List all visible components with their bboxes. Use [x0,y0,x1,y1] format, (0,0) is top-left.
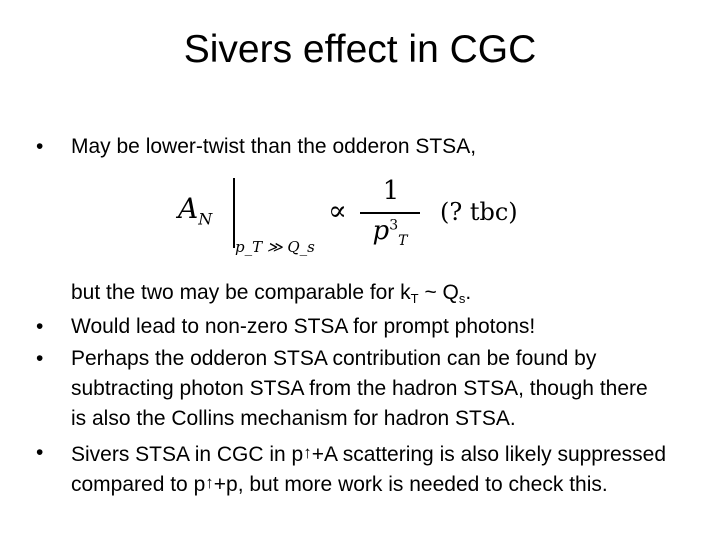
up-arrow-icon: ↑ [303,443,312,462]
bullet-marker: • [36,135,44,158]
bullet-3-line-2: subtracting photon STSA from the hadron STSA, though there [71,377,648,400]
fraction-numerator: 1 [382,176,400,206]
fraction-denominator: $p^3_T$ [372,216,408,250]
bullet-3-line-3: is also the Collins mechanism for hadron STSA. [71,407,516,430]
up-arrow-icon: ↑ [205,473,214,492]
bullet-text: May be lower-twist than the odderon STSA, [71,135,477,158]
bullet-marker: • [36,347,44,370]
bullet-4-line-2: compared to p↑+p, but more work is needed to check this. [71,473,608,496]
bullet-marker: • [36,315,44,338]
slide-title: Sivers effect in CGC [183,28,537,71]
bullet-text: Sivers STSA in CGC in p↑+A scattering is also likely suppressed [71,443,667,466]
formula-condition: p_T ≫ Q_s [235,238,315,256]
formula-note: (? tbc) [440,198,518,226]
bullet-text: Perhaps the odderon STSA contribution can be found by [71,347,597,370]
fraction-line [360,212,420,214]
bullet-marker: • [36,441,44,464]
proportional-symbol: ∝ [328,194,347,227]
formula [178,176,518,256]
formula-lhs: $A_N$ [178,192,213,229]
bullet-text: Would lead to non-zero STSA for prompt photons! [71,315,536,338]
bullet-1-continuation: but the two may be comparable for $k_T$ ~ $Q_s$. [71,281,472,306]
